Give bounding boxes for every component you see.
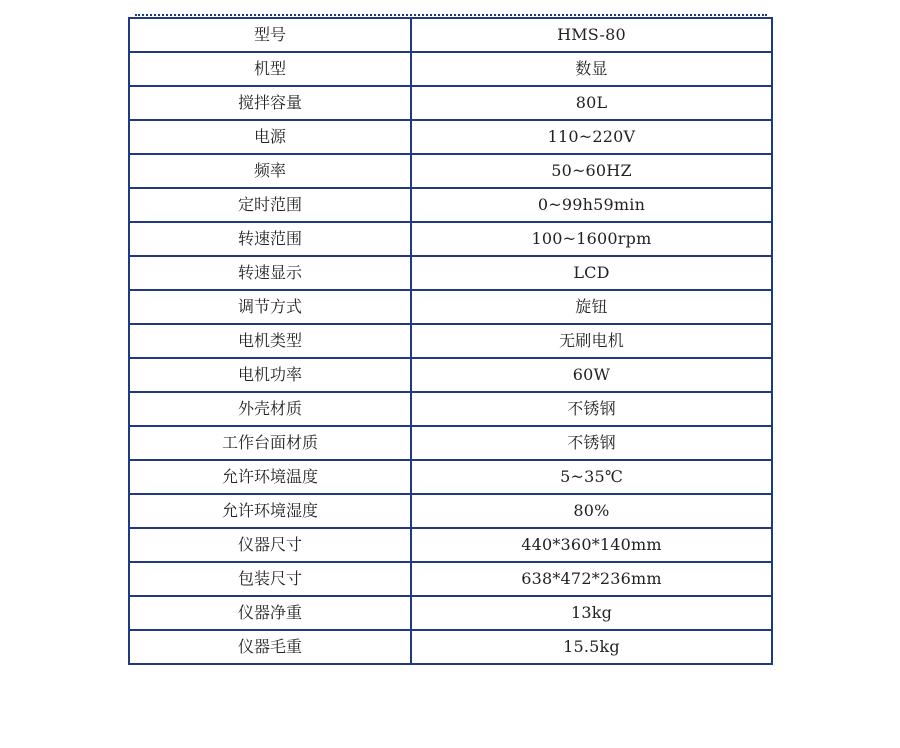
- spec-value: LCD: [411, 256, 772, 290]
- spec-label: 仪器净重: [129, 596, 411, 630]
- table-row: [129, 18, 772, 52]
- spec-label: 外壳材质: [129, 392, 411, 426]
- spec-label: 允许环境湿度: [129, 494, 411, 528]
- spec-value: 5~35℃: [411, 460, 772, 494]
- spec-label: 工作台面材质: [129, 426, 411, 460]
- spec-label: 转速显示: [129, 256, 411, 290]
- spec-value: 60W: [411, 358, 772, 392]
- table-row: [129, 426, 772, 460]
- spec-label: 机型: [129, 52, 411, 86]
- spec-label: 转速范围: [129, 222, 411, 256]
- table-row: [129, 86, 772, 120]
- table-row: [129, 256, 772, 290]
- spec-label: 仪器尺寸: [129, 528, 411, 562]
- spec-value: 50~60HZ: [411, 154, 772, 188]
- spec-value: 80L: [411, 86, 772, 120]
- dotted-divider: [135, 14, 767, 16]
- spec-label: 允许环境温度: [129, 460, 411, 494]
- spec-label: 电机类型: [129, 324, 411, 358]
- spec-table-body: [129, 18, 772, 664]
- spec-value: 无刷电机: [411, 324, 772, 358]
- spec-label: 电源: [129, 120, 411, 154]
- spec-value: 0~99h59min: [411, 188, 772, 222]
- spec-label: 包装尺寸: [129, 562, 411, 596]
- spec-label: 型号: [129, 18, 411, 52]
- spec-value: 旋钮: [411, 290, 772, 324]
- spec-value: 638*472*236mm: [411, 562, 772, 596]
- table-row: [129, 528, 772, 562]
- table-row: [129, 324, 772, 358]
- table-row: [129, 188, 772, 222]
- table-row: [129, 120, 772, 154]
- table-row: [129, 460, 772, 494]
- spec-value: 440*360*140mm: [411, 528, 772, 562]
- spec-value: 数显: [411, 52, 772, 86]
- table-row: [129, 154, 772, 188]
- spec-value: 110~220V: [411, 120, 772, 154]
- table-row: [129, 494, 772, 528]
- spec-value: 13kg: [411, 596, 772, 630]
- spec-label: 电机功率: [129, 358, 411, 392]
- spec-value: 不锈钢: [411, 392, 772, 426]
- spec-value: 15.5kg: [411, 630, 772, 664]
- spec-table: [128, 17, 773, 665]
- table-row: [129, 290, 772, 324]
- spec-label: 调节方式: [129, 290, 411, 324]
- table-row: [129, 222, 772, 256]
- spec-value: 80%: [411, 494, 772, 528]
- spec-label: 仪器毛重: [129, 630, 411, 664]
- spec-value: 不锈钢: [411, 426, 772, 460]
- table-row: [129, 392, 772, 426]
- table-row: [129, 562, 772, 596]
- spec-value: HMS-80: [411, 18, 772, 52]
- spec-label: 搅拌容量: [129, 86, 411, 120]
- table-row: [129, 630, 772, 664]
- table-row: [129, 358, 772, 392]
- table-row: [129, 52, 772, 86]
- spec-label: 定时范围: [129, 188, 411, 222]
- spec-value: 100~1600rpm: [411, 222, 772, 256]
- table-row: [129, 596, 772, 630]
- spec-label: 频率: [129, 154, 411, 188]
